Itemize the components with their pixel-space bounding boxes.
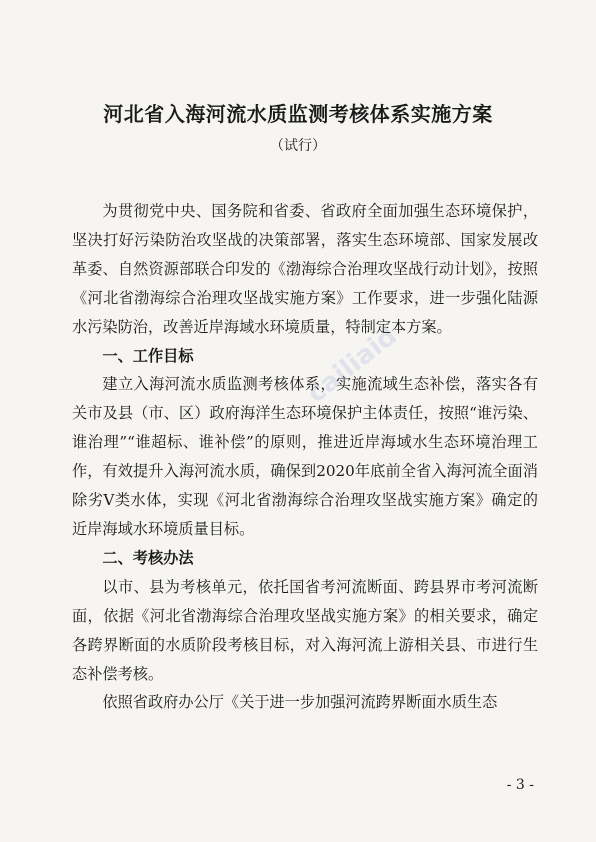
intro-paragraph: 为贯彻党中央、国务院和省委、省政府全面加强生态环境保护，坚决打好污染防治攻坚战的决策部署，落实生态环境部、国家发展改革委、自然资源部联合印发的《渤海综合治理攻坚战行动计划》，按照《河北省渤海综合治理攻坚战实施方案》工作要求，进一步强化陆源水污染防治，改善近岸海域水环境质量，特制定本方案。 bbox=[72, 202, 538, 336]
page-number: - 3 - bbox=[506, 777, 534, 793]
goals-paragraph: 建立入海河流水质监测考核体系，实施流域生态补偿，落实各有关市及县（市、区）政府海洋生态环境保护主体责任，按照“谁污染、谁治理”“谁超标、谁补偿”的原则，推进近岸海域水生态环境治理工作，有效提升入海河流水质，确保到2020年底前全省入海河流全面消除劣Ⅴ类水体，实现《河北省渤海综合治理攻坚战实施方案》确定的近岸海域水环境质量目标。 bbox=[72, 375, 538, 538]
document-subtitle: （试行） bbox=[270, 138, 326, 154]
methods-paragraph-continued: 依照省政府办公厅《关于进一步加强河流跨界断面水质生态 bbox=[102, 693, 498, 712]
document-body bbox=[72, 197, 538, 717]
methods-paragraph: 以市、县为考核单元，依托国省考河流断面、跨县界市考河流断面，依据《河北省渤海综合治理攻坚战实施方案》的相关要求，确定各跨界断面的水质阶段考核目标，对入海河流上游相关县、市进行生态补偿考核。 bbox=[72, 577, 538, 683]
section-heading-methods: 二、考核办法 bbox=[102, 548, 194, 567]
document-title: 河北省入海河流水质监测考核体系实施方案 bbox=[103, 102, 493, 126]
watermark-logo: cailiaid bbox=[301, 320, 403, 410]
section-heading-goals: 一、工作目标 bbox=[102, 346, 194, 365]
